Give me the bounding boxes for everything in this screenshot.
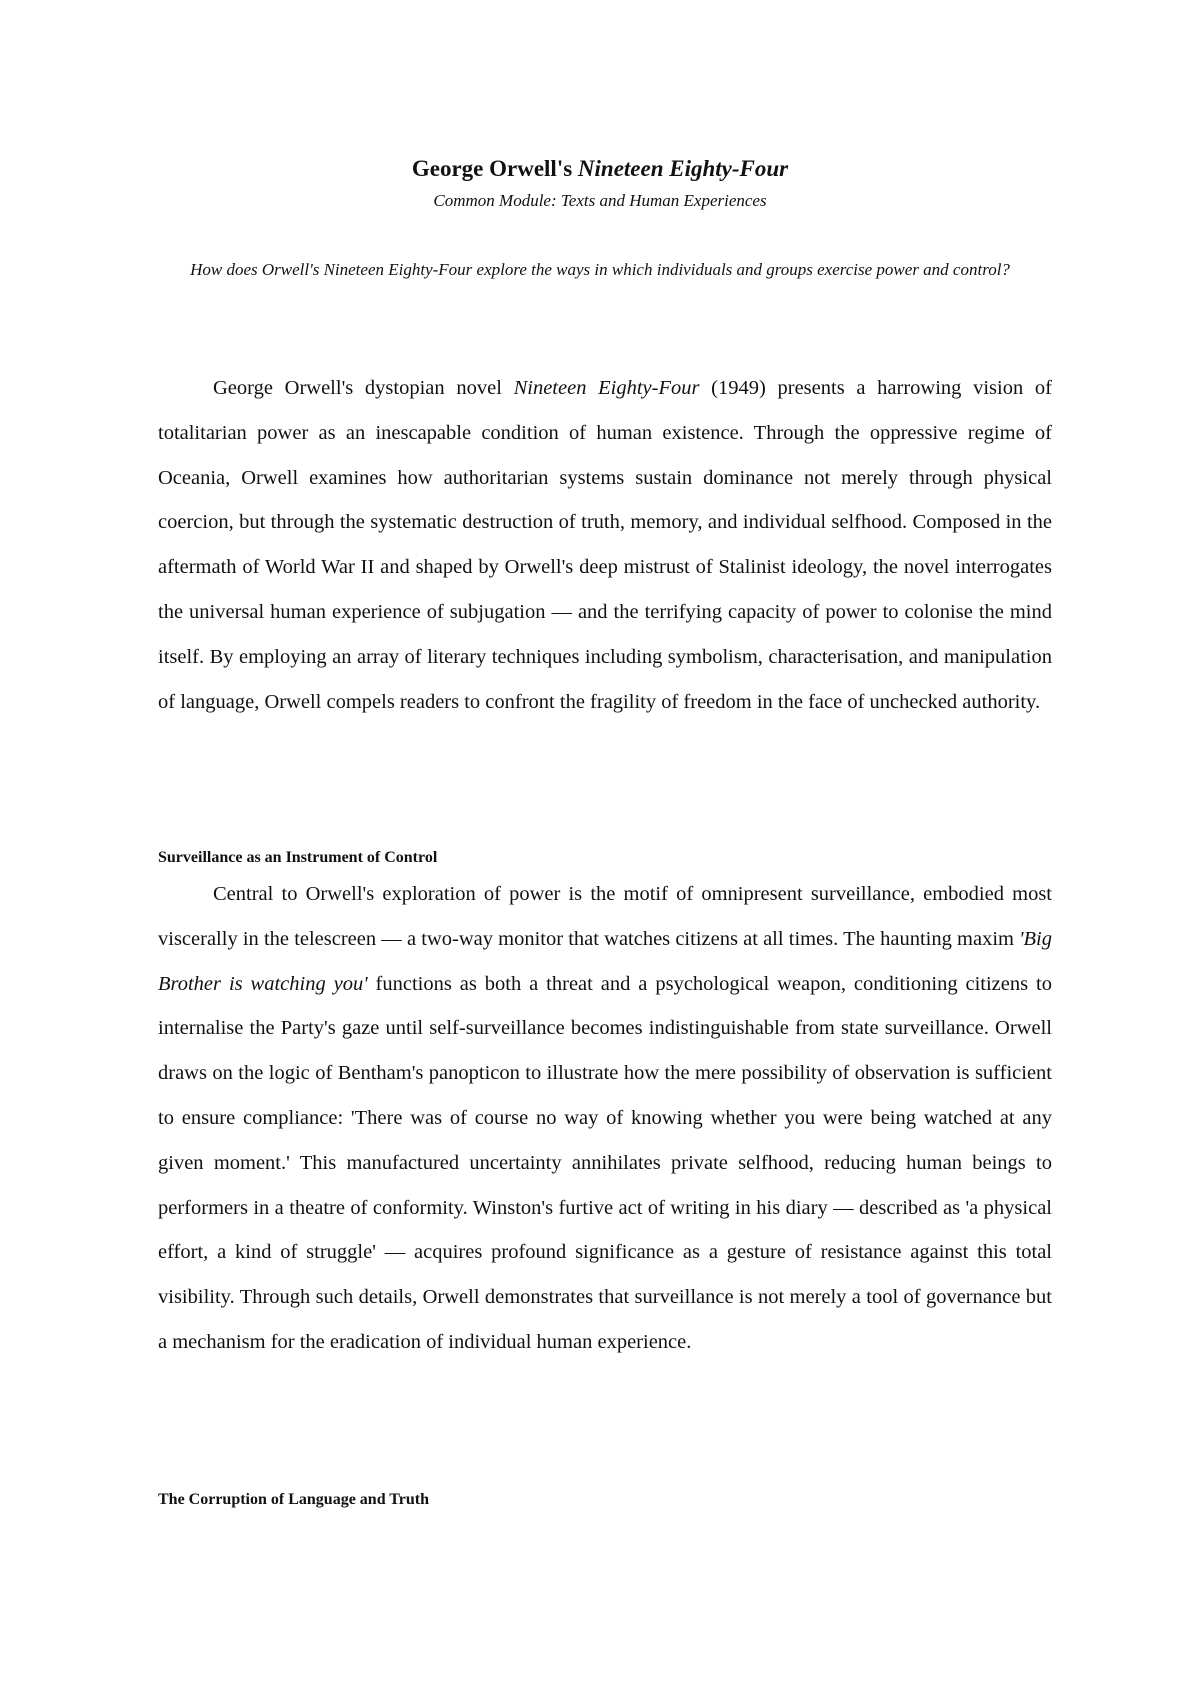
surveillance-paragraph (158, 872, 1052, 1365)
document-title (0, 155, 1200, 183)
surveillance-text-1: Central to Orwell's exploration of power is the motif of omnipresent surveillance, embodied most viscerally in the telescreen — a two-way monitor that watches citizens at all times. The haunting maxim (158, 883, 1052, 950)
title-italic: Nineteen Eighty-Four (577, 156, 789, 181)
section-heading-surveillance: Surveillance as an Instrument of Control (158, 849, 438, 866)
essay-question: How does Orwell's Nineteen Eighty-Four explore the ways in which individuals and groups exercise power and control? (190, 260, 1010, 279)
intro-paragraph (158, 366, 1052, 724)
intro-text-1: George Orwell's dystopian novel (213, 377, 514, 399)
section-heading-language: The Corruption of Language and Truth (158, 1491, 430, 1508)
surveillance-text-2: functions as both a threat and a psychological weapon, conditioning citizens to internalise the Party's gaze until self-surveillance becomes indistinguishable from state surveillance. Orwell draws on the logic of Bentham's panopticon to illustrate how the mere possibility of observation is sufficient to ensure compliance: 'There was of course no way of knowing whether you were being watched at any given moment.' This manufactured uncertainty annihilates private selfhood, reducing human beings to performers in a theatre of conformity. Winston's furtive act of writing in his diary — described as 'a physical effort, a kind of struggle' — acquires profound significance as a gesture of resistance against this total visibility. Through such details, Orwell demonstrates that surveillance is not merely a tool of governance but a mechanism for the eradication of individual human experience. (158, 972, 1052, 1353)
surveillance-italic-quote: 'Big Brother is watching you' (158, 927, 1052, 995)
title-block (0, 155, 1200, 211)
intro-text-2: (1949) presents a harrowing vision of totalitarian power as an inescapable condition of human existence. Through the oppressive regime of Oceania, Orwell examines how authoritarian systems sustain dominance not merely through physical coercion, but through the systematic destruction of truth, memory, and individual selfhood. Composed in the aftermath of World War II and shaped by Orwell's deep mistrust of Stalinist ideology, the novel interrogates the universal human experience of subjugation — and the terrifying capacity of power to colonise the mind itself. By employing an array of literary techniques including symbolism, characterisation, and manipulation of language, Orwell compels readers to confront the fragility of freedom in the face of unchecked authority. (158, 377, 1052, 713)
intro-italic-title: Nineteen Eighty-Four (513, 377, 700, 399)
title-prefix: George Orwell's (411, 156, 578, 181)
document-subtitle: Common Module: Texts and Human Experiences (433, 191, 767, 210)
